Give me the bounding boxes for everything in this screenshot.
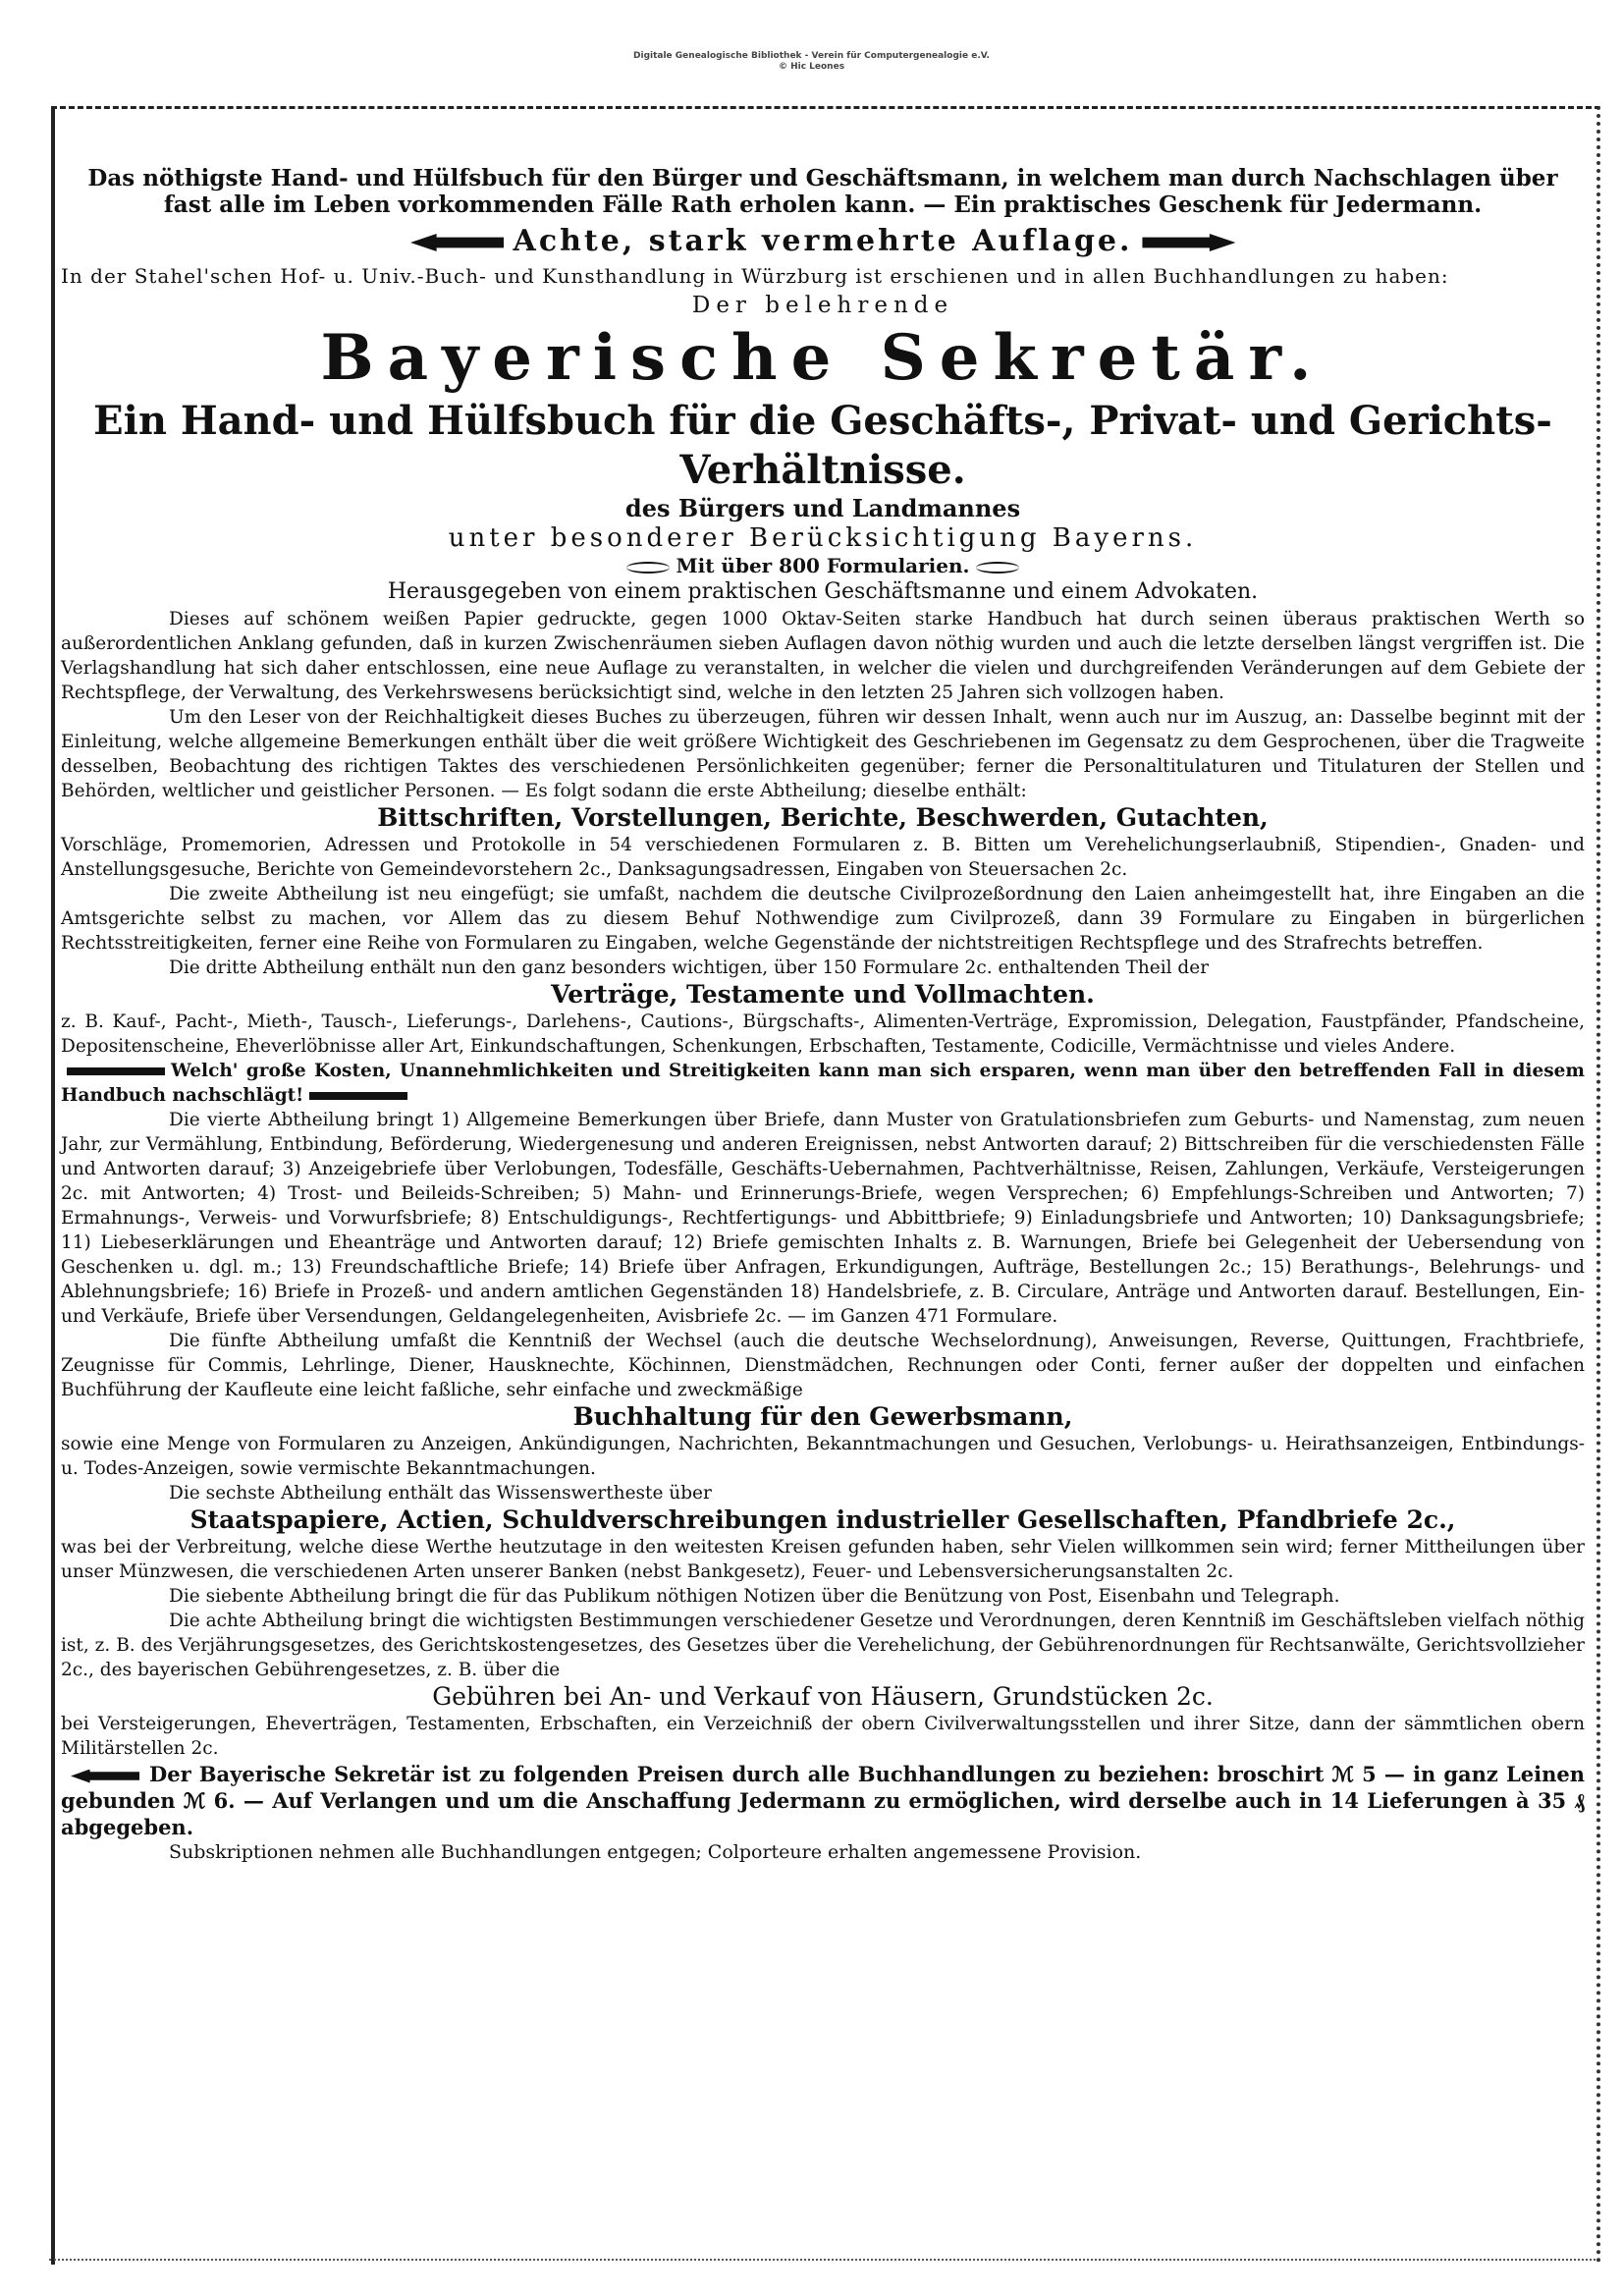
paragraph-section-4: Die vierte Abtheilung bringt 1) Allgemeine Bemerkungen über Briefe, dann Muster von Gratulationsbriefen zum Geburts- und Namenstag, zum neuen Jahr, zur Vermählung, Entbindung, Beförderung, Wiedergenesung und anderen Ereignissen, nebst Antworten darauf; 2) Bittschreiben für die verschiedensten Fälle und Antworten darauf; 3) Anzeigebriefe über Verlobungen, Todesfälle, Geschäfts-Uebernahmen, Pachtverhältnisse, Reisen, Zahlungen, Verkäufe, Versteigerungen 2c. mit Antworten; 4) Trost- und Beileids-Schreiben; 5) Mahn- und Erinnerungs-Briefe, wegen Versprechen; 6) Empfehlungs-Schreiben und Antworten; 7) Ermahnungs-, Verweis- und Vorwurfsbriefe; 8) Entschuldigungs-, Rechtfertigungs- und Abbittbriefe; 9) Einladungsbriefe und Antworten; 10) Danksagungsbriefe; 11) Liebeserklärungen und Eheanträge und Antworten darauf; 12) Briefe gemischten Inhalts z. B. Warnungen, Briefe bei Gelegenheit der Uebersendung von Geschenken u. dgl. m.; 13) Freundschaftliche Briefe; 14) Briefe über Anfragen, Erkundigungen, Aufträge, Bestellungen 2c.; 15) Berathungs-, Belehrungs- und Ablehnungsbriefe; 16) Briefe in Prozeß- und andern amtlichen Gegenständen 18) Handelsbriefe, z. B. Circulare, Anträge und Antworten darauf. Bestellungen, Ein- und Verkäufe, Briefe über Versendungen, Geldangelegenheiten, Avisbriefe 2c. — im Ganzen 471 Formulare.	[61, 1110, 1585, 1327]
paragraph-introduction: Dieses auf schönem weißen Papier gedruckte, gegen 1000 Oktav-Seiten starke Handbuch hat durch seinen überaus praktischen Werth so außerordentlichen Anklang gefunden, daß in kurzen Zwischenräumen sieben Auflagen davon nöthig wurden und auch die letzte derselben längst vergriffen ist. Die Verlagshandlung hat sich daher entschlossen, eine neue Auflage zu veranstalten, in welcher die vielen und durchgreifenden Veränderungen auf dem Gebiete der Rechtspflege, der Verwaltung, des Verkehrswesens berücksichtigt sind, welche in den letzten 25 Jahren sich vollzogen haben.	[61, 609, 1585, 703]
frame-bottom-rule	[49, 2259, 1596, 2261]
section-heading-5: Buchhaltung für den Gewerbsmann,	[572, 1402, 1073, 1431]
section-heading-3: Verträge, Testamente und Vollmachten.	[551, 980, 1095, 1009]
section-heading-6: Staatspapiere, Actien, Schuldverschreibungen industrieller Gesellschaften, Pfandbriefe 2c.,	[189, 1505, 1456, 1534]
edition-line	[61, 222, 1585, 261]
title-prefix: Der belehrende	[691, 293, 954, 318]
paragraph-section-8: Die achte Abtheilung bringt die wichtigsten Bestimmungen verschiedener Gesetze und Verordnungen, deren Kenntniß im Geschäftsleben vielfach nöthig ist, z. B. des Verjährungsgesetzes, des Gerichtskostengesetzes, des Gesetzes über die Verehelichung, der Gebührenordnungen für Rechtsanwälte, Gerichtsvollzieher 2c., des bayerischen Gebührengesetzes, z. B. über die	[61, 1611, 1585, 1680]
edition-text: Achte, stark vermehrte Auflage.	[513, 224, 1133, 258]
paragraph-section-3: Die dritte Abtheilung enthält nun den ganz besonders wichtigen, über 150 Formulare 2c. enthaltenden Theil der	[169, 957, 1210, 978]
book-title: Bayerische Sekretär.	[320, 321, 1325, 395]
watermark-line-2: © Hic Leones	[778, 62, 845, 72]
publisher-line: Herausgegeben von einem praktischen Geschäftsmanne und einem Advokaten.	[387, 579, 1259, 604]
paragraph-section-7: Die siebente Abtheilung bringt die für das Publikum nöthigen Notizen über die Benützung von Post, Eisenbahn und Telegraph.	[169, 1586, 1340, 1607]
pointing-hand-icon	[71, 1770, 139, 1783]
book-subtitle: Ein Hand- und Hülfsbuch für die Geschäfts-, Privat- und Gerichts-Verhältnisse.	[93, 398, 1552, 493]
intro-text: In der Stahel'schen Hof- u. Univ.-Buch- und Kunsthandlung in Würzburg ist erschienen und in allen Buchhandlungen zu haben:	[61, 264, 1449, 288]
paragraph-contracts: z. B. Kauf-, Pacht-, Mieth-, Tausch-, Lieferungs-, Darlehens-, Cautions-, Bürgschafts-, Alimenten-Verträge, Expromission, Delegation, Faustpfänder, Pfandscheine, Depositenscheine, Eheverlöbnisse aller Art, Einkundschaftungen, Schenkungen, Erbschaften, Testamente, Codicille, Vermächtnisse und vieles Andere.	[61, 1011, 1585, 1057]
paragraph-section-2: Die zweite Abtheilung ist neu eingefügt; sie umfaßt, nachdem die deutsche Civilprozeßordnung den Laien anheimgestellt hat, ihre Eingaben an die Amtsgerichte selbst zu machen, vor Allem das zu diesem Behuf Nothwendige zum Civilprozeß, dann 39 Formulare zu Eingaben in bürgerlichen Rechtsstreitigkeiten, ferner eine Reihe von Formularen zu Eingaben, welche Gegenstände der nichtstreitigen Rechtspflege und des Strafrechts betreffen.	[61, 884, 1585, 954]
ornament-icon	[976, 562, 1019, 574]
advertisement-body	[61, 165, 1585, 1865]
savings-text: Welch' große Kosten, Unannehmlichkeiten und Streitigkeiten kann man sich ersparen, wenn man über den betreffenden Fall in diesem Handbuch nachschlägt!	[61, 1061, 1585, 1106]
paragraph-savings	[61, 1059, 1585, 1108]
watermark-line-1: Digitale Genealogische Bibliothek - Verein für Computergenealogie e.V.	[633, 51, 990, 61]
headline: Das nöthigste Hand- und Hülfsbuch für den Bürger und Geschäftsmann, in welchem man durch Nachschlagen über fast alle im Leben vorkommenden Fälle Rath erholen kann. — Ein praktisches Geschenk für Jedermann.	[87, 165, 1558, 218]
paragraph-announcements: sowie eine Menge von Formularen zu Anzeigen, Ankündigungen, Nachrichten, Bekanntmachungen und Gesuchen, Verlobungs- u. Heirathsanzeigen, Entbindungs- u. Todes-Anzeigen, sowie vermischte Bekanntmachungen.	[61, 1434, 1585, 1479]
rule-bar	[67, 1067, 165, 1075]
audience-line: des Bürgers und Landmannes	[624, 494, 1021, 522]
price-text: Der Bayerische Sekretär ist zu folgenden Preisen durch alle Buchhandlungen zu beziehen: broschirt ℳ 5 — in ganz Leinen gebunden ℳ 6. — Auf Verlangen und um die Anschaffung Jedermann zu ermöglichen, wird derselbe auch in 14 Lieferungen à 35 ₰ abgegeben.	[61, 1762, 1585, 1839]
rule-bar	[309, 1092, 407, 1100]
formulars-line	[61, 554, 1585, 577]
paragraph-section-1: Vorschläge, Promemorien, Adressen und Protokolle in 54 verschiedenen Formularen z. B. Bitten um Verehelichungserlaubniß, Stipendien-, Gnaden- und Anstellungsgesuche, Berichte von Gemeindevorstehern 2c., Danksagungsadressen, Eingaben von Steuersachen 2c.	[61, 835, 1585, 880]
paragraph-contents: Um den Leser von der Reichhaltigkeit dieses Buches zu überzeugen, führen wir dessen Inhalt, wenn auch nur im Auszug, an: Dasselbe beginnt mit der Einleitung, welche allgemeine Bemerkungen enthält über die weit größere Wichtigkeit des Geschriebenen im Gegensatz zu dem Gesprochenen, über die Tragweite desselben, Beobachtung des richtigen Taktes des verschiedenen Persönlichkeiten gegenüber; ferner die Personaltitulaturen und Titulaturen der Stellen und Behörden, weltlicher und geistlicher Personen. — Es folgt sodann die erste Abtheilung; dieselbe enthält:	[61, 707, 1585, 801]
pointing-hand-icon	[410, 234, 504, 251]
section-heading-8: Gebühren bei An- und Verkauf von Häusern, Grundstücken 2c.	[432, 1682, 1214, 1711]
watermark	[0, 51, 1623, 73]
section-heading-1: Bittschriften, Vorstellungen, Berichte, Beschwerden, Gutachten,	[377, 803, 1269, 832]
closing-line: Subskriptionen nehmen alle Buchhandlungen entgegen; Colporteure erhalten angemessene Provision.	[169, 1841, 1142, 1863]
paragraph-section-6: Die sechste Abtheilung enthält das Wissenswertheste über	[169, 1483, 712, 1503]
paragraph-auctions: bei Versteigerungen, Eheverträgen, Testamenten, Erbschaften, ein Verzeichniß der obern Civilverwaltungsstellen und ihrer Sitze, dann der sämmtlichen obern Militärstellen 2c.	[61, 1714, 1585, 1759]
regard-line: unter besonderer Berücksichtigung Bayerns.	[448, 523, 1198, 553]
paragraph-securities: was bei der Verbreitung, welche diese Werthe heutzutage in den weitesten Kreisen gefunden haben, sehr Vielen willkommen sein wird; ferner Mittheilungen über unser Münzwesen, die verschiedenen Arten unserer Banken (nebst Bankgesetz), Feuer- und Lebensversicherungsanstalten 2c.	[61, 1537, 1585, 1582]
ornament-icon	[626, 562, 670, 574]
paragraph-section-5: Die fünfte Abtheilung umfaßt die Kenntniß der Wechsel (auch die deutsche Wechselordnung), Anweisungen, Reverse, Quittungen, Frachtbriefe, Zeugnisse für Commis, Lehrlinge, Diener, Hausknechte, Köchinnen, Dienstmädchen, Rechnungen oder Conti, ferner außer der doppelten und einfachen Buchführung der Kaufleute eine leicht faßliche, sehr einfache und zweckmäßige	[61, 1331, 1585, 1400]
price-paragraph	[61, 1761, 1585, 1840]
formulars-text: Mit über 800 Formularien.	[676, 554, 970, 577]
pointing-hand-icon	[1142, 234, 1235, 251]
